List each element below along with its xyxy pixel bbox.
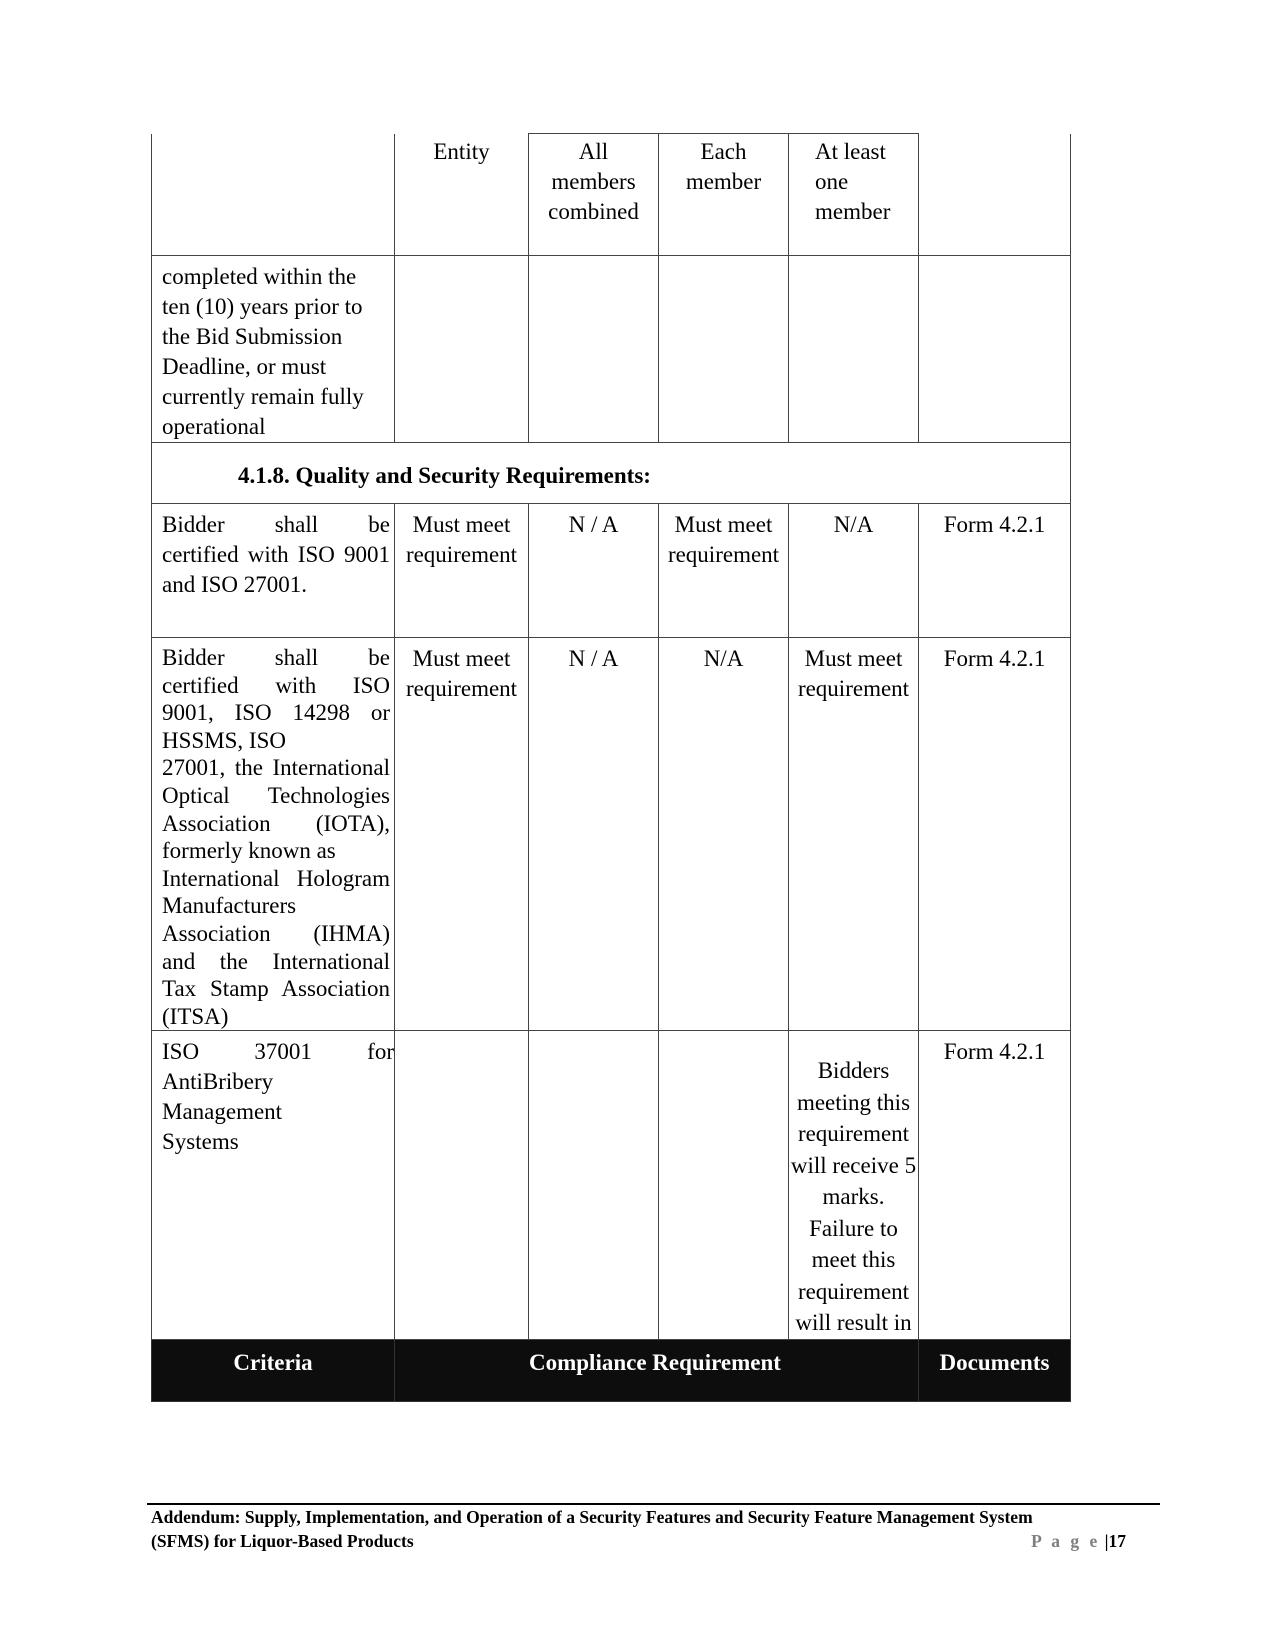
table-row xyxy=(152,1031,1071,1340)
all-members-cell xyxy=(529,504,659,638)
criteria-line: Association (IOTA), xyxy=(162,810,390,836)
criteria-header-text: Criteria xyxy=(233,1349,313,1375)
cell-line: requirement xyxy=(797,1121,910,1147)
header-line: Each xyxy=(700,139,747,164)
criteria-line: the Bid Submission xyxy=(162,324,343,349)
criteria-line: and ISO 27001. xyxy=(162,572,308,597)
cell-line: N / A xyxy=(568,512,619,537)
at-least-one-cell xyxy=(789,256,919,443)
cell-line: N/A xyxy=(703,646,744,671)
at-least-one-cell xyxy=(789,504,919,638)
cell-line: Bidders xyxy=(817,1058,890,1084)
criteria-line: currently remain fully xyxy=(162,384,364,409)
criteria-line: Manufacturers xyxy=(162,893,297,919)
criteria-line: Optical Technologies xyxy=(162,782,390,808)
cell-line: will receive 5 xyxy=(790,1152,917,1178)
table-header-row xyxy=(152,134,1071,256)
criteria-cell xyxy=(152,638,395,1031)
entity-cell xyxy=(395,256,529,443)
all-members-cell xyxy=(529,1031,659,1340)
criteria-cell-empty xyxy=(152,134,395,256)
compliance-header-text: Compliance Requirement xyxy=(529,1349,781,1375)
cell-line: N / A xyxy=(568,646,619,671)
criteria-line: formerly known as xyxy=(162,838,336,864)
criteria-line: AntiBribery xyxy=(162,1069,274,1095)
criteria-line: completed within the xyxy=(162,264,357,289)
cell-line: requirement xyxy=(405,676,518,701)
criteria-line: operational xyxy=(162,414,266,439)
cell-line: requirement xyxy=(797,1278,910,1304)
cell-line: marks. xyxy=(822,1184,885,1210)
cell-line: Must meet xyxy=(412,646,511,671)
documents-cell xyxy=(919,1031,1071,1340)
table-row xyxy=(152,638,1071,1031)
cell-line: requirement xyxy=(667,542,780,567)
table-row xyxy=(152,256,1071,443)
compliance-header xyxy=(395,1339,919,1401)
criteria-line: Association (IHMA) xyxy=(162,920,390,946)
criteria-line: HSSMS, ISO xyxy=(162,727,286,753)
cell-line: Must meet xyxy=(804,646,903,671)
documents-cell xyxy=(919,638,1071,1031)
header-line: At least xyxy=(815,139,886,164)
documents-cell xyxy=(919,256,1071,443)
criteria-line: and the International xyxy=(162,948,390,974)
documents-value: Form 4.2.1 xyxy=(943,646,1046,671)
criteria-line: (ITSA) xyxy=(162,1003,229,1029)
each-member-cell xyxy=(659,504,789,638)
cell-line: requirement xyxy=(405,542,518,567)
header-line: member xyxy=(815,199,891,224)
table-row xyxy=(152,504,1071,638)
at-least-one-header xyxy=(789,134,919,256)
cell-line: Must meet xyxy=(674,512,773,537)
page-footer xyxy=(151,1505,1126,1553)
criteria-cell xyxy=(152,256,395,443)
documents-header xyxy=(919,1339,1071,1401)
cell-line: will result in xyxy=(795,1310,912,1336)
footer-title-line1: Addendum: Supply, Implementation, and Operation of a Security Features and Security Feature Management System xyxy=(151,1507,1033,1527)
cell-line: Must meet xyxy=(412,512,511,537)
criteria-line: ISO 37001 for xyxy=(162,1039,394,1065)
at-least-one-cell xyxy=(789,638,919,1031)
cell-line: requirement xyxy=(797,676,910,701)
criteria-line: Bidder shall be xyxy=(162,512,390,537)
criteria-header xyxy=(152,1339,395,1401)
page-number xyxy=(1031,1529,1126,1553)
at-least-one-cell xyxy=(789,1031,919,1340)
header-line: All xyxy=(578,139,609,164)
requirements-table xyxy=(151,133,1071,1402)
section-heading xyxy=(152,443,1071,504)
entity-cell xyxy=(395,638,529,1031)
page-number-value: 17 xyxy=(1108,1531,1126,1551)
criteria-cell xyxy=(152,1031,395,1340)
criteria-line: Systems xyxy=(162,1129,239,1155)
cell-line: meeting this xyxy=(796,1089,911,1115)
entity-header-text: Entity xyxy=(433,138,490,164)
each-member-cell xyxy=(659,1031,789,1340)
criteria-cell xyxy=(152,504,395,638)
criteria-line: Tax Stamp Association xyxy=(162,976,390,1002)
page-separator: | xyxy=(1104,1531,1109,1551)
all-members-header xyxy=(529,134,659,256)
cell-line: Failure to xyxy=(809,1215,898,1241)
criteria-line: Bidder shall be xyxy=(162,645,390,670)
criteria-line: ten (10) years prior to xyxy=(162,294,363,319)
footer-title-line2: (SFMS) for Liquor-Based Products xyxy=(151,1531,414,1551)
documents-cell-empty xyxy=(919,134,1071,256)
header-line: combined xyxy=(548,199,639,224)
all-members-cell xyxy=(529,256,659,443)
documents-value: Form 4.2.1 xyxy=(943,1039,1046,1065)
repeated-header-row xyxy=(152,1339,1071,1401)
entity-cell xyxy=(395,1031,529,1340)
criteria-line: Management xyxy=(162,1099,283,1125)
all-members-cell xyxy=(529,638,659,1031)
criteria-line: International Hologram xyxy=(162,865,390,891)
header-line: member xyxy=(685,169,762,194)
header-line: one xyxy=(815,169,849,194)
criteria-line: 27001, the International xyxy=(162,755,390,781)
criteria-line: certified with ISO xyxy=(162,672,390,698)
documents-cell xyxy=(919,504,1071,638)
cell-line: N/A xyxy=(833,512,874,537)
section-heading-text: 4.1.8. Quality and Security Requirements: xyxy=(238,463,651,488)
documents-value: Form 4.2.1 xyxy=(943,512,1046,537)
page-label: P a g e xyxy=(1031,1531,1101,1551)
each-member-header xyxy=(659,134,789,256)
criteria-line: 9001, ISO 14298 or xyxy=(162,700,390,726)
each-member-cell xyxy=(659,638,789,1031)
criteria-line: certified with ISO 9001 xyxy=(162,542,390,567)
entity-cell xyxy=(395,504,529,638)
header-line: members xyxy=(551,169,636,194)
entity-header xyxy=(395,134,529,256)
criteria-line: Deadline, or must xyxy=(162,354,327,379)
documents-header-text: Documents xyxy=(939,1349,1050,1375)
each-member-cell xyxy=(659,256,789,443)
section-heading-row xyxy=(152,443,1071,504)
cell-line: meet this xyxy=(811,1247,896,1273)
